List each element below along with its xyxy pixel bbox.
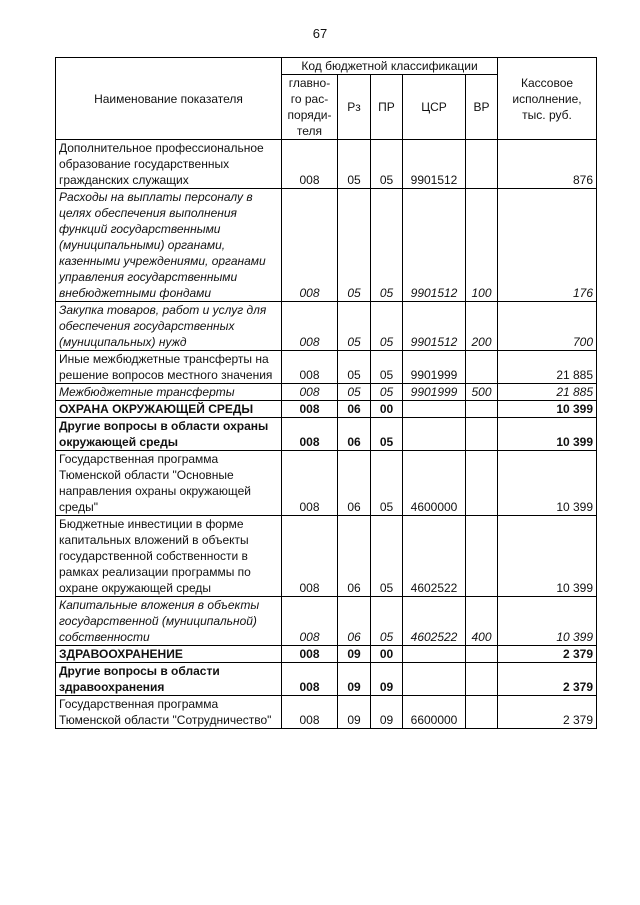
header-code-group: Код бюджетной классификации [282,58,498,75]
cell-name: Иные межбюджетные трансферты на решение вопросов местного значения [56,351,282,384]
table-row [56,302,597,351]
cell-name: Дополнительное профессиональное образование государственных гражданских служащих [56,140,282,189]
cell-vr: 200 [466,302,498,351]
cell-csr: 9901999 [403,384,466,401]
header-amount: Кассовое исполнение, тыс. руб. [498,58,597,140]
cell-amount: 10 399 [498,516,597,597]
cell-rz: 06 [338,418,371,451]
table-row [56,140,597,189]
table-row [56,597,597,646]
cell-glav: 008 [282,451,338,516]
table-row [56,516,597,597]
cell-amount: 10 399 [498,418,597,451]
cell-pr: 05 [371,597,403,646]
cell-amount: 21 885 [498,351,597,384]
header-csr: ЦСР [403,75,466,140]
cell-rz: 06 [338,516,371,597]
header-glav: главно-го рас-поряди-теля [282,75,338,140]
table-row [56,189,597,302]
cell-pr: 09 [371,696,403,729]
cell-pr: 05 [371,189,403,302]
cell-glav: 008 [282,516,338,597]
cell-pr: 05 [371,384,403,401]
table-row [56,663,597,696]
cell-name: Государственная программа Тюменской области "Основные направления охраны окружающей среды" [56,451,282,516]
cell-rz: 05 [338,140,371,189]
cell-csr: 9901512 [403,302,466,351]
table-row [56,696,597,729]
table-row [56,646,597,663]
cell-glav: 008 [282,189,338,302]
header-rz: Рз [338,75,371,140]
cell-amount: 2 379 [498,646,597,663]
budget-table [55,57,597,729]
cell-amount: 2 379 [498,696,597,729]
table-body [56,140,597,729]
table-row [56,451,597,516]
table-row [56,351,597,384]
cell-name: Другие вопросы в области охраны окружающей среды [56,418,282,451]
cell-csr: 6600000 [403,696,466,729]
cell-amount: 10 399 [498,401,597,418]
cell-name: Государственная программа Тюменской области "Сотрудничество" [56,696,282,729]
cell-glav: 008 [282,302,338,351]
cell-rz: 09 [338,663,371,696]
cell-amount: 876 [498,140,597,189]
cell-pr: 05 [371,140,403,189]
cell-name: Закупка товаров, работ и услуг для обеспечения государственных (муниципальных) нужд [56,302,282,351]
cell-rz: 09 [338,696,371,729]
cell-csr: 4602522 [403,597,466,646]
cell-pr: 05 [371,302,403,351]
cell-csr [403,663,466,696]
cell-vr [466,516,498,597]
header-vr: ВР [466,75,498,140]
cell-glav: 008 [282,140,338,189]
cell-name: Бюджетные инвестиции в форме капитальных вложений в объекты государственной собственности в рамках реализации программы по охране окружающей среды [56,516,282,597]
cell-rz: 06 [338,401,371,418]
cell-glav: 008 [282,663,338,696]
cell-glav: 008 [282,401,338,418]
cell-csr: 9901512 [403,189,466,302]
cell-glav: 008 [282,418,338,451]
cell-amount: 21 885 [498,384,597,401]
cell-amount: 2 379 [498,663,597,696]
cell-pr: 09 [371,663,403,696]
header-pr: ПР [371,75,403,140]
cell-vr: 500 [466,384,498,401]
cell-amount: 10 399 [498,451,597,516]
cell-name: Другие вопросы в области здравоохранения [56,663,282,696]
cell-name: Капитальные вложения в объекты государственной (муниципальной) собственности [56,597,282,646]
cell-csr [403,401,466,418]
cell-name: ОХРАНА ОКРУЖАЮЩЕЙ СРЕДЫ [56,401,282,418]
cell-rz: 05 [338,302,371,351]
page-number: 67 [312,26,328,41]
cell-glav: 008 [282,597,338,646]
cell-name: Расходы на выплаты персоналу в целях обеспечения выполнения функций государственными (муниципальными) органами, казенными учреждениями, органами управления государственными внебюджетными фондами [56,189,282,302]
cell-pr: 05 [371,451,403,516]
cell-csr [403,418,466,451]
cell-glav: 008 [282,384,338,401]
cell-vr: 400 [466,597,498,646]
cell-rz: 06 [338,451,371,516]
cell-rz: 05 [338,351,371,384]
cell-glav: 008 [282,646,338,663]
cell-rz: 09 [338,646,371,663]
table-row [56,401,597,418]
cell-rz: 05 [338,189,371,302]
cell-vr [466,140,498,189]
cell-csr: 9901999 [403,351,466,384]
cell-glav: 008 [282,696,338,729]
cell-amount: 700 [498,302,597,351]
cell-glav: 008 [282,351,338,384]
cell-vr [466,663,498,696]
cell-pr: 05 [371,351,403,384]
cell-pr: 00 [371,401,403,418]
cell-vr [466,696,498,729]
header-name: Наименование показателя [56,58,282,140]
cell-pr: 05 [371,418,403,451]
cell-csr: 9901512 [403,140,466,189]
table-row [56,384,597,401]
table-row [56,418,597,451]
cell-pr: 05 [371,516,403,597]
cell-csr: 4602522 [403,516,466,597]
cell-vr [466,418,498,451]
cell-vr [466,451,498,516]
cell-csr: 4600000 [403,451,466,516]
cell-amount: 176 [498,189,597,302]
cell-amount: 10 399 [498,597,597,646]
cell-name: ЗДРАВООХРАНЕНИЕ [56,646,282,663]
cell-vr: 100 [466,189,498,302]
cell-vr [466,351,498,384]
cell-vr [466,401,498,418]
cell-pr: 00 [371,646,403,663]
cell-vr [466,646,498,663]
cell-csr [403,646,466,663]
cell-name: Межбюджетные трансферты [56,384,282,401]
cell-rz: 06 [338,597,371,646]
cell-rz: 05 [338,384,371,401]
